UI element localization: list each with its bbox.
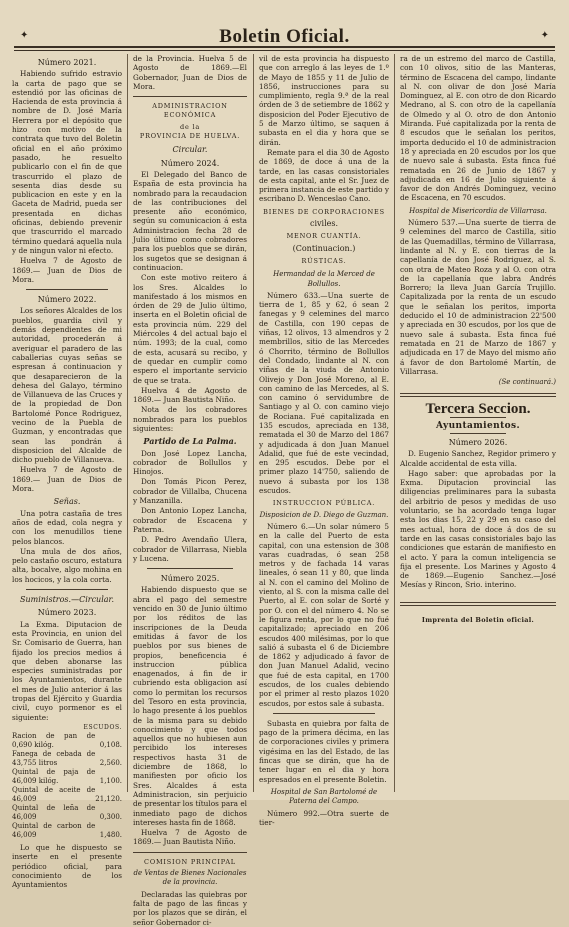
price-value: 1,100. (99, 777, 122, 786)
column-2 (133, 54, 247, 927)
cobrador-item: Don Antonio Lopez Lancha, cobrador de Escacena y Paterna. (133, 506, 247, 534)
column-4 (400, 54, 556, 794)
section-divider (400, 393, 556, 397)
comision-heading: COMISION PRINCIPAL (144, 857, 236, 866)
separator-rule (133, 96, 247, 97)
escudos-header: ESCUDOS. (83, 723, 122, 731)
hospital-villarrasa-heading: Hospital de Misericordia de Villarrasa. (409, 206, 547, 215)
price-row (12, 750, 122, 768)
price-row (12, 822, 122, 840)
price-table (12, 732, 122, 840)
imprenta-footer: Imprenta del Boletin oficial. (421, 615, 535, 624)
admin-sub: de la (179, 122, 201, 131)
notice-2024-title: Número 2024. (160, 158, 220, 168)
cobrador-item: Don José Lopez Lancha, cobrador de Bollullos y Hinojos. (133, 448, 247, 477)
price-label: Quintal de carbon de 46,009 (12, 822, 96, 840)
notice-2022-title: Número 2022. (37, 295, 97, 305)
page-title: Boletin Oficial. (219, 26, 350, 47)
price-row (12, 768, 122, 786)
tercera-seccion-heading: Tercera Seccion. (425, 401, 531, 418)
notice-2022-body: Los señores Alcaldes de los pueblos, guardia civil y demás dependientes de mi autoridad, procederán á averiguar el paradero de las caballerias cuyas señas se espresan á continuacion y que desaparecieron de la dehesa del Galayo, término de Villanueva de las Cruces y de la propiedad de Don Bartolomé Ponce Rodriguez, vecino de la Puebla de Guzman, y encontradas que sean las pondrán á disposicion del Alcalde de dicho pueblo de Villanueva. (12, 306, 122, 465)
notice-2022-signature: Huelva 7 de Agosto de 1869.— Juan de Dios de Mora. (12, 465, 122, 494)
column-3 (259, 54, 389, 827)
notice-2024-body: El Delegado del Banco de España de esta provincia ha nombrado para la recaudacion de las contribuciones del presente año económico, según su comunicacion á esta Administracion fecha 28 de Julio último como cobradores para los pueblos que se dirán, los sugetos que se designan á continuacion. (133, 169, 247, 272)
price-value: 0,300. (99, 813, 122, 822)
ornament-left-icon: ✦ (20, 30, 29, 41)
remate-paragraph: Remate para el dia 30 de Agosto de 1869, de doce á una de la tarde, en las casas consistoriales de esta capital, ante el Sr. Juez de primera instancia de este partido y escribano D. Wenceslao Cano. (259, 147, 389, 204)
notice-2025-title: Número 2025. (160, 574, 220, 584)
continuacion-label: (Continuacion.) (292, 243, 356, 253)
notice-2026-body: Hago saber: que aprobadas por la Exma. Diputacion provincial las diligencias preliminares para la subasta del arbitrio de pesos y medidas de uso voluntario, se ha acordado tenga lugar esta los dias 15, 22 y 29 en su caso del mes actual, hora de doce á dos de su tarde en las casas consistoriales bajo las condiciones que estarán de manifiesto en el acto. Y para la comun inteligencia se fija el presente. Los Marines y Agosto 4 de 1869.—Eugenio Sanchez.—José Mesías y Rincon, Srio. interino. (400, 468, 556, 590)
admin-heading: ADMINISTRACION ECONÓMICA (152, 102, 228, 120)
separator-rule (26, 589, 108, 590)
menor-cuantia: MENOR CUANTÍA. (286, 232, 362, 241)
bienes-heading: BIENES DE CORPORACIONES (263, 207, 385, 216)
hospital-heading: Hospital de San Bartolomé de Paterna del Campo. (270, 787, 378, 806)
notice-2021-signature: Huelva 7 de Agosto de 1869.— Juan de Dios de Mora. (12, 256, 122, 284)
column-2-continuation: de la Provincia. Huelva 5 de Agosto de 1869.—El Gobernador, Juan de Dios de Mora. (133, 54, 247, 91)
subasta-paragraph: Subasta en quiebra por falta de pago de la primera décima, en las de corporaciones civiles y primera vigésima en las del Estado, de las fincas que se dirán, que ha de tener lugar en el dia y hora espresados en el presente Boletin. (259, 718, 389, 784)
separator-rule (450, 433, 506, 434)
column-divider (394, 54, 395, 792)
notice-2021-body: Habiendo sufrido estravio la carta de pago que se estendió por las oficinas de Hacienda de esta provincia á nombre de D. José María Herrera por el depósito que hizo con motivo de la contrata que tuvo del Boletin oficial en el año próximo pasado, he resuelto publicarlo con el fin de que trascurrido el plazo de sesenta dias desde su publicacion en este y en la Gaceta de Madrid, pueda ser presentada en dichas oficinas, debiendo prevenir que trascurrido el marcado término quedará aquella nula y de ningun valor ni efecto. (12, 69, 122, 255)
price-value: 21,120. (95, 795, 122, 804)
price-label: Quintal de paja de 46,009 kilóg. (12, 768, 96, 786)
ornament-right-icon: ✦ (540, 30, 549, 41)
separator-rule (26, 289, 108, 290)
rusticas-heading: RÚSTICAS. (301, 256, 347, 265)
price-label: Quintal de leña de 46,009 (12, 804, 96, 822)
instruccion-heading: INSTRUCCION PÚBLICA. (272, 499, 376, 508)
price-label: Fanega de cebada de 43,755 litros (12, 750, 96, 768)
notice-2023-title: Número 2023. (37, 608, 97, 618)
notice-2023-body: La Exma. Diputacion de esta Provincia, en union del Sr. Comisario de Guerra, han fijado los precios medios á que deben abonarse las especies suministradas por los Ayuntamientos, durante el mes de Julio anterior á las tropas del Ejército y Guardia civil, cuyo pormenor es el siguiente: (12, 619, 122, 722)
price-row (12, 786, 122, 804)
column-divider (253, 54, 254, 792)
cobrador-item: D. Pedro Avendaño Ulera, cobrador de Villarrasa, Niebla y Lucena. (133, 535, 247, 563)
column-4-continuation: ra de un estremo del marco de Castilla, con 10 olivos, sitio de las Manteras, término de Escacena del campo, lindante al N. con olivar de don José María Dominguez, al E. con otro de don Ricardo Medrano, al S. con otro de la capellanía de Olmedo y al O. otro de don Antonio Miranda. Fué capitalizada por la renta de 8 escudos que le señalan los peritos, importa deducido el 10 de administracion 18 y apreciada en 20 escudos por los que de nuevo sale á subasta. Esta finca fué rematada en 26 de Junio de 1867 y adjudicada en 16 de Julio siguiente á favor de don Andrés Dominguez, vecino de Escacena, en 70 escudos. (400, 54, 556, 203)
notice-2024-note: Nota de los cobradores nombrados para los pueblos siguientes: (133, 405, 247, 433)
separator-rule (133, 852, 247, 853)
column-1 (12, 54, 122, 890)
admin-province: PROVINCIA DE HUELVA. (139, 132, 241, 141)
notice-2024-body-2: Con este motivo reitero á los Sres. Alcaldes lo manifestado á los mismos en órden de 29 de Julio último, inserta en el Boletin oficial de esta provincia núm. 229 del Miércoles 4 del actual bajo el núm. 1993; de la cual, como de esta, acusará su recibo, y de quedar en cumplir como espero el importante servicio de que se trata. (133, 273, 247, 385)
lot-6: Número 6.—Un solar número 5 en la calle del Puerto de esta capital, con una estension de 308 varas cuadradas, ó sean 258 metros y de fachada 14 varas lineales, ó sean 11 y 80, que linda al N. con el camino del Molino de viento, al S. con la misma calle del Puerto, al E. con solar de Sorté y por O. con el del número 4. No se le figura renta, por lo que no fué capitalizado; apreciado en 206 escudos 400 milésimas, por lo que salió á subasta el 6 de Diciembre de 1862 y adjudicado á favor de don Juan Manuel Adalid, vecino que fué de esta capital, en 1700 escudos, de los cuales debiendo por el primer al resto plazos 1020 escudos, por estos sale á subasta. (259, 521, 389, 708)
comision-body: Declaradas las quiebras por falta de pago de las fincas y por los plazos que se dirán, el señor Gobernador ci- (133, 889, 247, 927)
continuara-label: (Se continuará.) (498, 378, 556, 387)
partido-heading: Partido de La Palma. (143, 436, 237, 447)
column-3-continuation: vil de esta provincia ha dispuesto que con arreglo á las leyes de 1.º de Mayo de 1855 y 11 de Julio de 1856, instrucciones para su cumplimiento, regla 9.ª de la real órden de 3 de setiembre de 1862 y disposicion del Poder Ejecutivo de 5 de Marzo último, se saquen á subasta en el dia y hora que se dirán. (259, 54, 389, 147)
separator-rule (273, 713, 375, 714)
separator-rule (147, 568, 233, 569)
notice-2025-signature: Huelva 7 de Agosto de 1869.— Juan Bautista Niño. (133, 828, 247, 847)
masthead (0, 0, 569, 45)
notice-2026-title: Número 2026. (448, 437, 508, 447)
senas-potra: Una potra castaña de tres años de edad, cola negra y con los menudillos tiene pelos blancos. (12, 508, 122, 546)
notice-2025-body: Habiendo dispuesto que se abra el pago del semestre vencido en 30 de Junio último por los réditos de las inscripciones de la Deuda emitidas á favor de los pueblos por sus bienes de propios, beneficencia é instruccion pública enagenados, á fin de ir cubriendo esta obligacion así como lo permitan los recursos del Tesoro en esta provincia, lo hago presente á los pueblos de la misma para su debido conocimiento y que todos aquellos que no hubiesen aun percibido los intereses respectivos hasta 31 de diciembre de 1868, lo manifiesten por oficio los Sres. Alcaldes á esta Administracion, sin perjuicio de presentar los títulos para el inmediato pago de dichos intereses hasta fin de 1868. (133, 585, 247, 827)
header-rule-thin (14, 50, 555, 51)
notice-2023-closing: Lo que he dispuesto se inserte en el presente periódico oficial, para conocimiento de los Ayuntamientos (12, 843, 122, 890)
notice-2024-signature: Huelva 4 de Agosto de 1869.— Juan Bautista Niño. (133, 385, 247, 405)
column-divider (127, 54, 128, 792)
lot-992: Número 992.—Otra suerte de tier- (259, 808, 389, 827)
bienes-sub: civiles. (309, 219, 339, 229)
price-label: Racion de pan de 0,690 kilóg. (12, 732, 96, 750)
header-rule (14, 46, 555, 48)
imprenta-divider (400, 602, 556, 606)
circular-label: Circular. (172, 145, 208, 155)
hermandad-heading: Hermandad de la Merced de Bollullos. (273, 270, 375, 288)
notice-2026-intro: D. Eugenio Sanchez, Regidor primero y Alcalde accidental de esta villa. (400, 449, 556, 468)
price-row (12, 732, 122, 750)
price-value: 0,108. (99, 741, 122, 750)
disposicion-heading: Disposicion de D. Diego de Guzman. (259, 510, 389, 519)
cobrador-item: Don Tomás Picon Perez, cobrador de Villalba, Chucena y Manzanilla. (133, 477, 247, 506)
lot-537: Número 537.—Una suerte de tierra de 9 celemines del marco de Castilla, sitio de las Quemadillas, término de Villarrasa, lindante al N. y E. con tierras de la capellanía de don José Rodriguez, al S. con otra de Mateo Roza y al O. con otra de la capellanía que labra Andrés Borrero; la lleva Juan García Trujillo. Capitalizada por la renta de un escudo que le señalan los peritos, importa deducido el 10 de administracion 22'500 y apreciada en 30 escudos, por los que de nuevo sale á subasta. Esta finca fué rematada en 21 de Marzo de 1867 y adjudicada en 17 de Mayo del mismo año á favor de don Bartolomé Martín, de Villarrasa. (400, 218, 556, 376)
comision-sub: de Ventas de Bienes Nacionales de la provincia. (133, 869, 247, 887)
price-value: 2,560. (99, 759, 122, 768)
ayuntamientos-heading: Ayuntamientos. (435, 420, 521, 431)
suministros-heading: Suministros.—Circular. (19, 595, 115, 605)
price-row (12, 804, 122, 822)
notice-2021-title: Número 2021. (37, 58, 97, 67)
senas-title: Señas. (53, 497, 81, 507)
price-label: Quintal de aceite de 46,009 (12, 786, 96, 804)
lot-633: Número 633.—Una suerte de tierra de 1, 85 y 62, ó sean 2 fanegas y 9 celemines del marco de Castilla, con 190 cepas de viñas, 12 olivos, 13 almendros y 2 membrillos, sitio de las Mercedes ó Chorrito, término de Bollullos del Condado, lindante al N. con viñas de la viuda de Antonio Olivejo y Don José Moreno, al E. con camino de las Mercedes, al S. con camino ó servidumbre de Santiago y al O. con camino viejo de Rociana. Fué capitalizada en 135 escudos, apreciada en 138, rematada el 30 de Marzo del 1867 y adjudicada á don Juan Manuel Adalid, que fué de este vecindad, en 295 escudos. Debe por el primer plazo 14'750, saliendo de nuevo á subasta por los 138 escudos. (259, 290, 389, 496)
senas-mula: Una mula de dos años, pelo castaño oscuro, estatura alta, bocalve, algo mohina en los hocicos, y la cola corta. (12, 546, 122, 584)
price-value: 1,480. (99, 831, 122, 840)
